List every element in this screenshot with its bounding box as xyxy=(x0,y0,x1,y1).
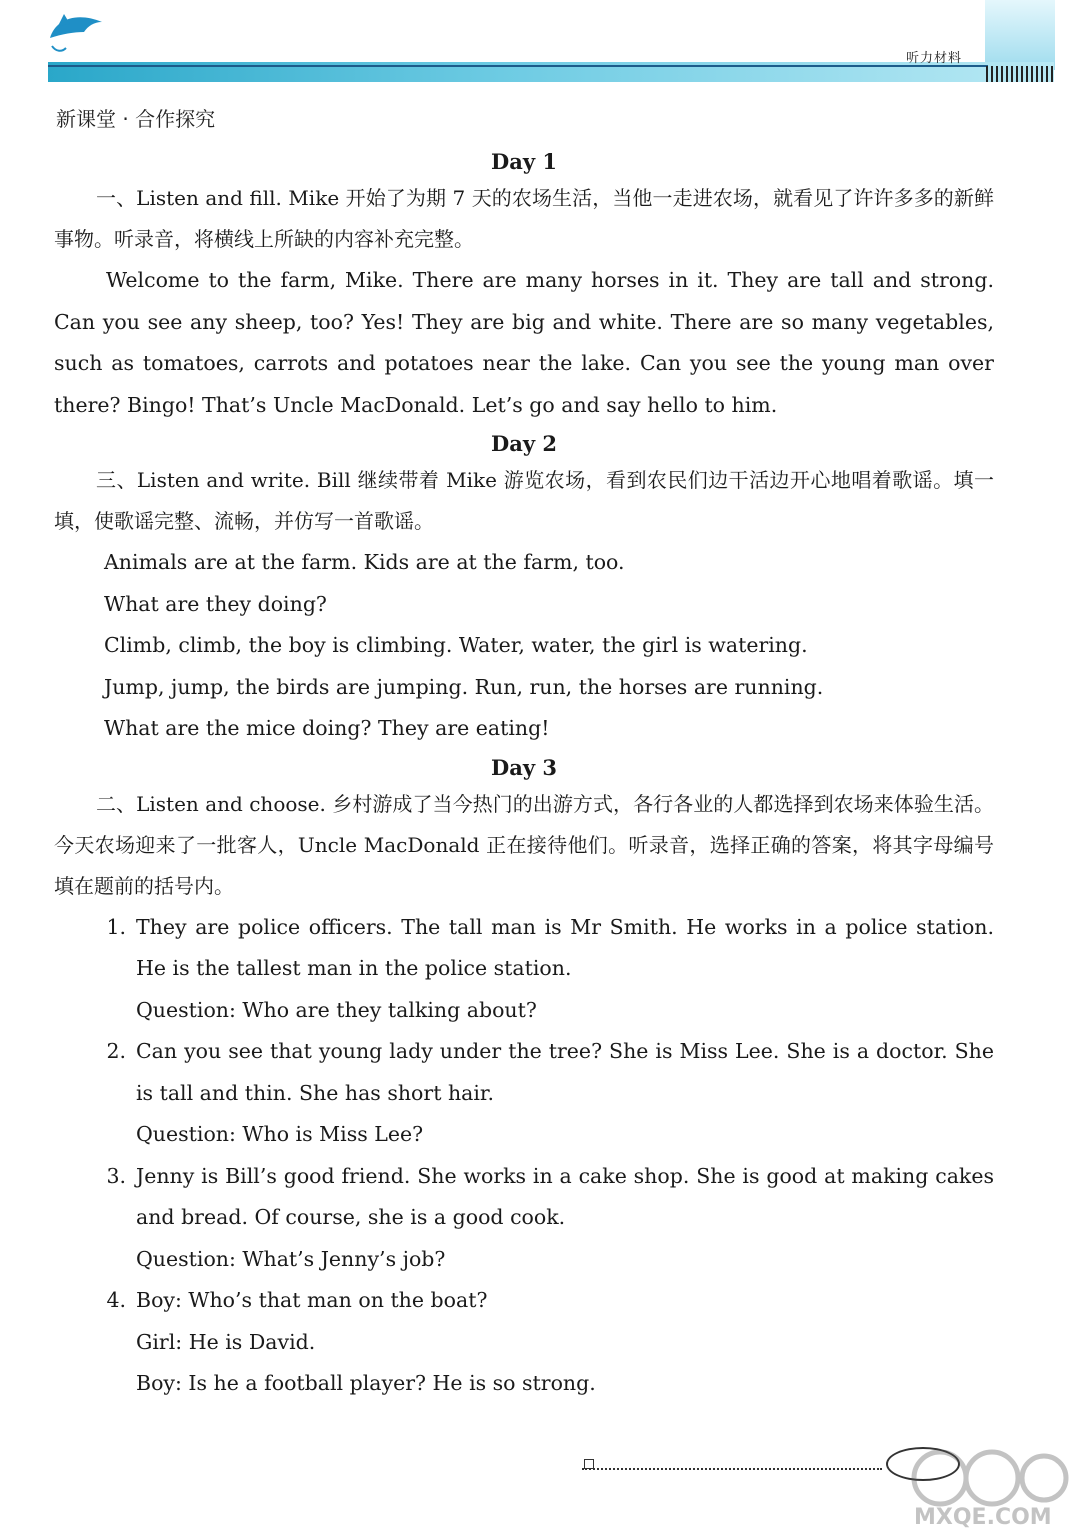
day-2-title: Day 2 xyxy=(491,431,557,456)
watermark-text: MXQE.COM xyxy=(914,1505,1052,1530)
page-content xyxy=(54,146,994,1405)
header-corner-panel xyxy=(985,0,1055,70)
question-text: Can you see that young lady under the tree? She is Miss Lee. She is a doctor. She is tall and thin. She has short hair. xyxy=(136,1039,994,1105)
question-item xyxy=(54,1031,994,1156)
question-prompt: Question: What’s Jenny’s job? xyxy=(136,1246,446,1271)
dialogue-line: Boy: Is he a football player? He is so strong. xyxy=(136,1371,596,1395)
song-line: Animals are at the farm. Kids are at the farm, too. xyxy=(104,550,625,574)
question-number: 4. xyxy=(106,1288,126,1312)
question-text: Jenny is Bill’s good friend. She works in a cake shop. She is good at making cakes and bread. Of course, she is a good cook. xyxy=(136,1163,994,1229)
dolphin-logo-icon xyxy=(44,8,114,60)
question-item xyxy=(54,907,994,1032)
day-1-instruction: 一、Listen and fill. Mike 开始了为期 7 天的农场生活，当他一走进农场，就看见了许许多多的新鲜事物。听录音，将横线上所缺的内容补充完整。 xyxy=(54,186,994,251)
header-rule xyxy=(48,65,988,67)
day-1-title: Day 1 xyxy=(491,149,557,174)
song-line: What are the mice doing? They are eating! xyxy=(104,716,550,740)
day-3-instruction: 二、Listen and choose. 乡村游成了当今热门的出游方式，各行各业的人都选择到农场来体验生活。今天农场迎来了一批客人，Uncle MacDonald 正在接待他们。听录音，选择正确的答案，将其字母编号填在题前的括号内。 xyxy=(54,791,994,898)
section-label: 新课堂 · 合作探究 xyxy=(56,107,216,131)
barcode-decoration xyxy=(986,66,1053,82)
question-number: 3. xyxy=(106,1163,126,1188)
header-label: 听力材料 xyxy=(906,51,963,66)
question-prompt: Question: Who are they talking about? xyxy=(136,997,537,1022)
dialogue-line: Girl: He is David. xyxy=(136,1329,316,1354)
day-1-passage: Welcome to the farm, Mike. There are many horses in it. They are tall and strong. Can you see any sheep, too? Yes! They are big and white. There are so many vegetables, such as tomatoes, carrots and potatoes near the lake. Can you see the young man over there? Bingo! That’s Uncle MacDonald. Let’s go and say hello to him. xyxy=(54,268,994,417)
watermark-logo xyxy=(900,1440,1070,1530)
dialogue-line: Boy: Who’s that man on the boat? xyxy=(136,1288,488,1312)
day-3-title: Day 3 xyxy=(491,754,557,780)
question-text: They are police officers. The tall man is Mr Smith. He works in a police station. He is the tallest man in the police station. xyxy=(136,914,994,980)
footer-dotted-line xyxy=(582,1462,882,1470)
question-item xyxy=(54,1156,994,1281)
song-line: Jump, jump, the birds are jumping. Run, run, the horses are running. xyxy=(104,674,824,699)
question-prompt: Question: Who is Miss Lee? xyxy=(136,1122,424,1146)
song-line: Climb, climb, the boy is climbing. Water, water, the girl is watering. xyxy=(104,633,808,657)
song-line: What are they doing? xyxy=(104,591,327,616)
day-2-instruction: 三、Listen and write. Bill 继续带着 Mike 游览农场，看到农民们边干活边开心地唱着歌谣。填一填，使歌谣完整、流畅，并仿写一首歌谣。 xyxy=(54,468,994,533)
question-item xyxy=(54,1280,994,1405)
question-number: 1. xyxy=(106,914,126,939)
question-number: 2. xyxy=(106,1039,126,1063)
